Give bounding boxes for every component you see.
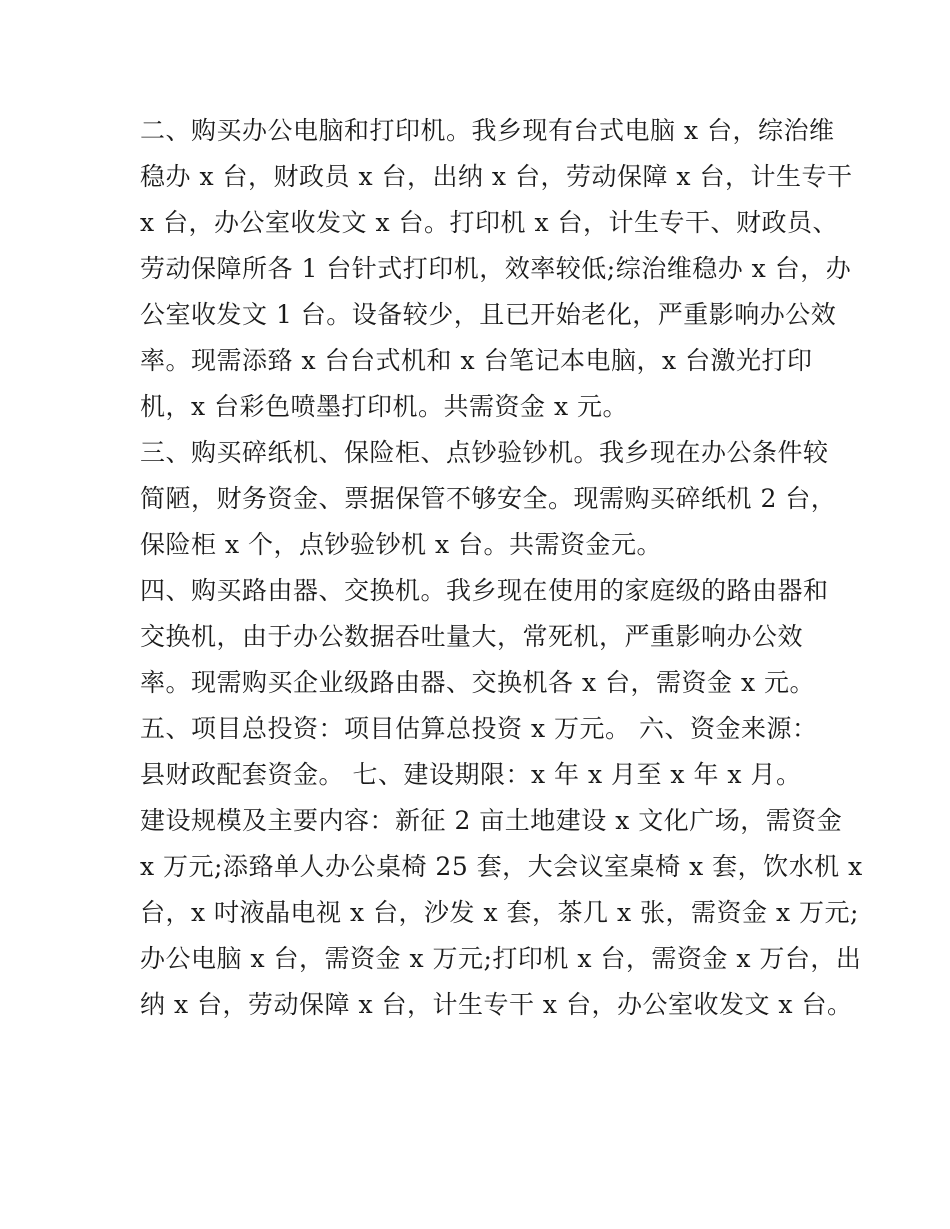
text-line: 五、项目总投资：项目估算总投资 x 万元。 六、资金来源：: [140, 714, 818, 743]
text-line: 纳 x 台，劳动保障 x 台，计生专干 x 台，办公室收发文 x 台。: [140, 990, 853, 1019]
text-line: 劳动保障所各 1 台针式打印机，效率较低;综治维稳办 x 台，办: [140, 254, 852, 283]
text-line: 公室收发文 1 台。设备较少，且已开始老化，严重影响办公效: [140, 300, 837, 329]
text-line: 简陋，财务资金、票据保管不够安全。现需购买碎纸机 2 台，: [140, 484, 837, 513]
text-line: 四、购买路由器、交换机。我乡现在使用的家庭级的路由器和: [140, 576, 829, 605]
text-line: 保险柜 x 个，点钞验钞机 x 台。共需资金元。: [140, 530, 662, 559]
text-line: 二、购买办公电脑和打印机。我乡现有台式电脑 x 台，综治维: [140, 116, 835, 145]
text-line: 县财政配套资金。 七、建设期限：x 年 x 月至 x 年 x 月。: [140, 760, 802, 789]
text-line: 率。现需添臵 x 台台式机和 x 台笔记本电脑，x 台激光打印: [140, 346, 813, 375]
text-line: 办公电脑 x 台，需资金 x 万元;打印机 x 台，需资金 x 万台，出: [140, 944, 862, 973]
text-line: 建设规模及主要内容：新征 2 亩土地建设 x 文化广场，需资金: [140, 806, 843, 835]
text-line: 交换机，由于办公数据吞吐量大，常死机，严重影响办公效: [140, 622, 804, 651]
text-line: 三、购买碎纸机、保险柜、点钞验钞机。我乡现在办公条件较: [140, 438, 829, 467]
text-line: 率。现需购买企业级路由器、交换机各 x 台，需资金 x 元。: [140, 668, 815, 697]
text-line: x 台，办公室收发文 x 台。打印机 x 台，计生专干、财政员、: [140, 208, 839, 237]
text-line: 机，x 台彩色喷墨打印机。共需资金 x 元。: [140, 392, 629, 421]
text-line: x 万元;添臵单人办公桌椅 25 套，大会议室桌椅 x 套，饮水机 x: [140, 852, 863, 881]
text-line: 稳办 x 台，财政员 x 台，出纳 x 台，劳动保障 x 台，计生专干: [140, 162, 853, 191]
text-line: 台，x 吋液晶电视 x 台，沙发 x 套，茶几 x 张，需资金 x 万元;: [140, 898, 859, 927]
document-body: [140, 108, 863, 1028]
